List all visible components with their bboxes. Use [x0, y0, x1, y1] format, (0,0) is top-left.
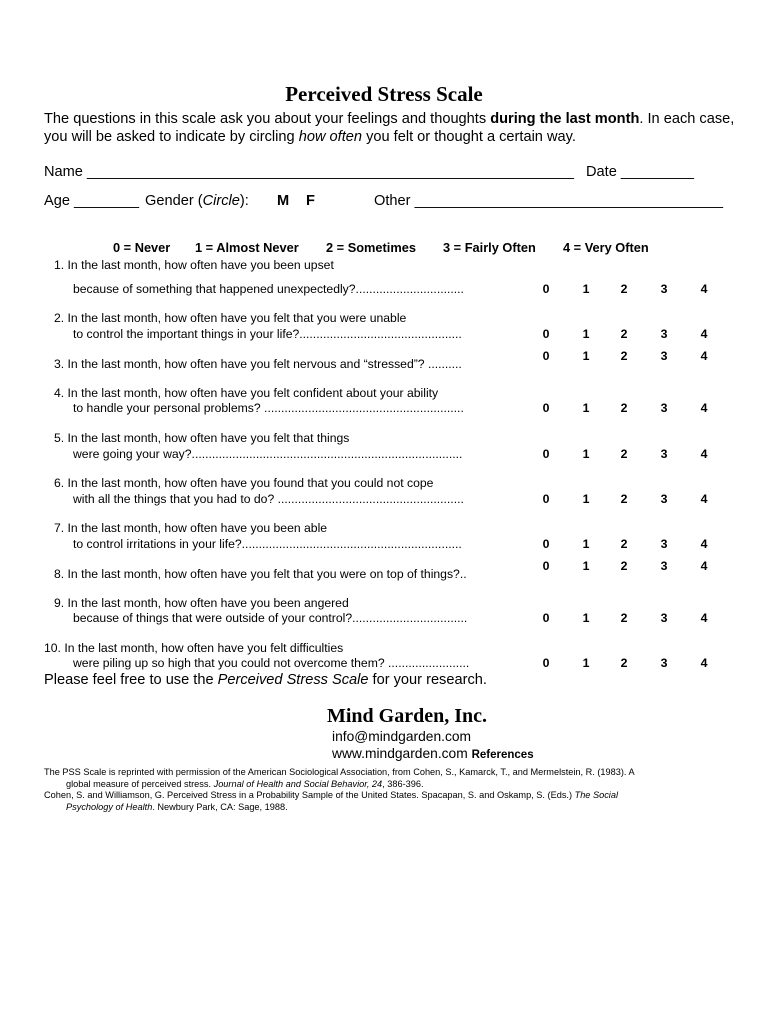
answer-option-1[interactable]: 1	[582, 447, 590, 461]
answer-option-0[interactable]: 0	[542, 401, 550, 415]
answer-option-4[interactable]: 4	[700, 656, 708, 670]
answer-option-1[interactable]: 1	[582, 401, 590, 415]
answer-option-1[interactable]: 1	[582, 327, 590, 341]
other-field[interactable]: Other ______________________________________	[374, 193, 723, 209]
answer-option-4[interactable]: 4	[700, 559, 708, 573]
answer-option-4[interactable]: 4	[700, 611, 708, 625]
answer-option-2[interactable]: 2	[620, 611, 628, 625]
answer-option-0[interactable]: 0	[542, 537, 550, 551]
answer-option-0[interactable]: 0	[542, 282, 550, 296]
answer-option-2[interactable]: 2	[620, 656, 628, 670]
question-text: 1. In the last month, how often have you been upset	[54, 258, 334, 272]
answer-option-3[interactable]: 3	[660, 492, 668, 506]
company-website	[332, 746, 534, 761]
age-field[interactable]: Age ________	[44, 193, 139, 209]
answer-option-3[interactable]: 3	[660, 447, 668, 461]
answer-option-2[interactable]: 2	[620, 327, 628, 341]
question-text: 8. In the last month, how often have you felt that you were on top of things?..	[54, 567, 467, 581]
question-text: 2. In the last month, how often have you felt that you were unable	[54, 311, 407, 325]
question-text: 3. In the last month, how often have you felt nervous and “stressed”? ..........	[54, 357, 462, 371]
reference-2: Cohen, S. and Williamson, G. Perceived Stress in a Probability Sample of the United States. Spacapan, S. and Oskamp, S. (Eds.) The Social Psychology of Health. Newbury Park, CA: Sage, 1988.	[44, 790, 618, 812]
answer-option-4[interactable]: 4	[700, 349, 708, 363]
references-heading: References	[471, 749, 534, 761]
question-text: 9. In the last month, how often have you been angered	[54, 596, 349, 610]
answer-option-2[interactable]: 2	[620, 282, 628, 296]
answer-option-4[interactable]: 4	[700, 492, 708, 506]
question-text-continued: because of things that were outside of your control?..................................	[73, 611, 468, 625]
gender-f-option[interactable]: F	[306, 193, 315, 209]
answer-option-3[interactable]: 3	[660, 401, 668, 415]
answer-option-2[interactable]: 2	[620, 537, 628, 551]
answer-option-0[interactable]: 0	[542, 492, 550, 506]
answer-option-1[interactable]: 1	[582, 611, 590, 625]
answer-option-4[interactable]: 4	[700, 282, 708, 296]
scale-legend-0: 0 = Never	[113, 240, 171, 255]
question-text-continued: because of something that happened unexpectedly?................................	[73, 282, 464, 296]
answer-option-1[interactable]: 1	[582, 559, 590, 573]
question-text: 5. In the last month, how often have you felt that things	[54, 431, 350, 445]
answer-option-3[interactable]: 3	[660, 537, 668, 551]
scale-legend-3: 3 = Fairly Often	[443, 240, 536, 255]
answer-option-2[interactable]: 2	[620, 349, 628, 363]
scale-legend-1: 1 = Almost Never	[195, 240, 299, 255]
question-text-continued: to control irritations in your life?.................................................................	[73, 537, 462, 551]
scale-legend-2: 2 = Sometimes	[326, 240, 416, 255]
answer-option-3[interactable]: 3	[660, 327, 668, 341]
website-link[interactable]: www.mindgarden.com	[332, 746, 468, 761]
gender-label: Gender (Circle):	[145, 193, 249, 209]
answer-option-1[interactable]: 1	[582, 349, 590, 363]
answer-option-4[interactable]: 4	[700, 401, 708, 415]
answer-option-3[interactable]: 3	[660, 349, 668, 363]
answer-option-0[interactable]: 0	[542, 447, 550, 461]
answer-option-1[interactable]: 1	[582, 537, 590, 551]
answer-option-3[interactable]: 3	[660, 282, 668, 296]
answer-option-3[interactable]: 3	[660, 656, 668, 670]
question-text: 10. In the last month, how often have you felt difficulties	[44, 641, 344, 655]
question-text-continued: to control the important things in your life?................................................	[73, 327, 462, 341]
question-text: 4. In the last month, how often have you felt confident about your ability	[54, 386, 439, 400]
answer-option-1[interactable]: 1	[582, 282, 590, 296]
answer-option-3[interactable]: 3	[660, 559, 668, 573]
scale-legend-4: 4 = Very Often	[563, 240, 649, 255]
answer-option-1[interactable]: 1	[582, 492, 590, 506]
answer-option-4[interactable]: 4	[700, 327, 708, 341]
name-field[interactable]: Name ____________________________________________________________	[44, 164, 574, 180]
instructions: The questions in this scale ask you about your feelings and thoughts during the last month. In each case, you will be asked to indicate by circling how often you felt or thought a certain way.	[44, 111, 735, 145]
company-email[interactable]: info@mindgarden.com	[332, 729, 472, 744]
question-text-continued: were going your way?................................................................................	[73, 447, 463, 461]
answer-option-2[interactable]: 2	[620, 492, 628, 506]
answer-option-3[interactable]: 3	[660, 611, 668, 625]
question-text-continued: with all the things that you had to do? .......................................................	[73, 492, 464, 506]
question-text: 6. In the last month, how often have you found that you could not cope	[54, 476, 434, 490]
answer-option-0[interactable]: 0	[542, 349, 550, 363]
question-text-continued: to handle your personal problems? ...........................................................	[73, 401, 464, 415]
date-field[interactable]: Date _________	[586, 164, 694, 180]
question-text: 7. In the last month, how often have you been able	[54, 521, 328, 535]
company-name: Mind Garden, Inc.	[326, 705, 488, 727]
answer-option-0[interactable]: 0	[542, 611, 550, 625]
gender-m-option[interactable]: M	[277, 193, 290, 209]
answer-option-1[interactable]: 1	[582, 656, 590, 670]
reference-1: The PSS Scale is reprinted with permission of the American Sociological Association, from Cohen, S., Kamarck, T., and Mermelstein, R. (1983). A global measure of perceived stress. Journal of Health and Social Behavior, 24, 386-396.	[44, 767, 635, 789]
page-title: Perceived Stress Scale	[285, 82, 483, 106]
answer-option-4[interactable]: 4	[700, 537, 708, 551]
answer-option-0[interactable]: 0	[542, 327, 550, 341]
answer-option-0[interactable]: 0	[542, 559, 550, 573]
answer-option-0[interactable]: 0	[542, 656, 550, 670]
answer-option-2[interactable]: 2	[620, 559, 628, 573]
closing-note: Please feel free to use the Perceived Stress Scale for your research.	[44, 672, 487, 688]
answer-option-2[interactable]: 2	[620, 447, 628, 461]
question-text-continued: were piling up so high that you could not overcome them? ........................	[73, 656, 470, 670]
answer-option-4[interactable]: 4	[700, 447, 708, 461]
answer-option-2[interactable]: 2	[620, 401, 628, 415]
